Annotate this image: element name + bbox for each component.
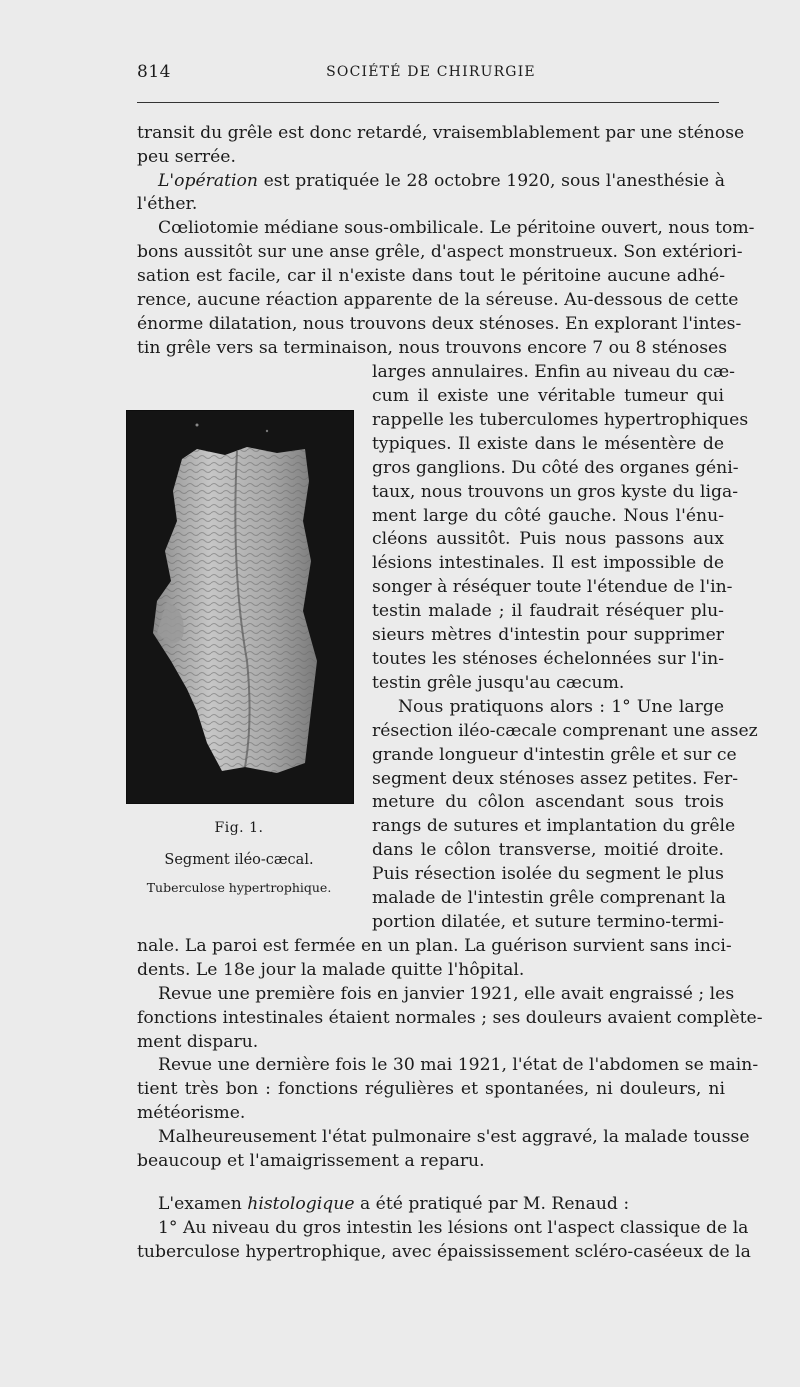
figure-caption: Segment iléo-cæcal. bbox=[164, 852, 314, 868]
text-line: fonctions intestinales étaient normales ; ses douleurs avaient complète- bbox=[137, 1008, 763, 1028]
text-line: dans le côlon transverse, moitié droite. bbox=[372, 840, 724, 860]
text-line: cléons aussitôt. Puis nous passons aux bbox=[372, 529, 724, 549]
text-line: météorisme. bbox=[137, 1103, 246, 1123]
text-line: cum il existe une véritable tumeur qui bbox=[372, 386, 724, 406]
text-line: portion dilatée, et suture termino-termi- bbox=[372, 912, 724, 932]
figure-photo-ileocecal-segment bbox=[126, 410, 354, 804]
text-line: nale. La paroi est fermée en un plan. La guérison survient sans inci- bbox=[137, 936, 732, 956]
text-line: Revue une première fois en janvier 1921, elle avait engraissé ; les bbox=[158, 984, 735, 1004]
text-line: toutes les sténoses échelonnées sur l'in- bbox=[372, 649, 724, 669]
text-line: L'examen histologique a été pratiqué par M. Renaud : bbox=[158, 1194, 630, 1214]
text-line: tuberculose hypertrophique, avec épaississement scléro-caséeux de la bbox=[137, 1242, 751, 1262]
text-line: typiques. Il existe dans le mésentère de bbox=[372, 434, 724, 454]
text-line: sation est facile, car il n'existe dans tout le péritoine aucune adhé- bbox=[137, 266, 725, 286]
text-line: l'éther. bbox=[137, 194, 198, 214]
text-line: gros ganglions. Du côté des organes géni- bbox=[372, 458, 739, 478]
figure-subcaption: Tuberculose hypertrophique. bbox=[146, 880, 332, 895]
text-line: tient très bon : fonctions régulières et spontanées, ni douleurs, ni bbox=[137, 1079, 725, 1099]
text-line: rence, aucune réaction apparente de la séreuse. Au-dessous de cette bbox=[137, 290, 739, 310]
text-line: lésions intestinales. Il est impossible de bbox=[372, 553, 724, 573]
text-line: ment large du côté gauche. Nous l'énu- bbox=[372, 506, 724, 526]
text-line: Revue une dernière fois le 30 mai 1921, l'état de l'abdomen se main- bbox=[158, 1055, 759, 1075]
text-line: transit du grêle est donc retardé, vraisemblablement par une sténose bbox=[137, 123, 745, 143]
text-line: songer à réséquer toute l'étendue de l'in- bbox=[372, 577, 733, 597]
text-line: ment disparu. bbox=[137, 1032, 259, 1052]
running-title: SOCIÉTÉ DE CHIRURGIE bbox=[326, 64, 536, 80]
text-line: taux, nous trouvons un gros kyste du liga- bbox=[372, 482, 739, 502]
text-line: peu serrée. bbox=[137, 147, 236, 167]
text-line: sieurs mètres d'intestin pour supprimer bbox=[372, 625, 724, 645]
text-line: segment deux sténoses assez petites. Fer- bbox=[372, 769, 739, 789]
text-line: larges annulaires. Enfin au niveau du cæ- bbox=[372, 362, 735, 382]
figure-label: Fig. 1. bbox=[214, 820, 264, 836]
text-line: rangs de sutures et implantation du grêle bbox=[372, 816, 736, 836]
text-line: rappelle les tuberculomes hypertrophiques bbox=[372, 410, 749, 430]
text-line: malade de l'intestin grêle comprenant la bbox=[372, 888, 726, 908]
page-number: 814 bbox=[137, 62, 171, 82]
text-line: Nous pratiquons alors : 1° Une large bbox=[398, 697, 724, 717]
text-line: Cœliotomie médiane sous-ombilicale. Le péritoine ouvert, nous tom- bbox=[158, 218, 755, 238]
text-line: testin grêle jusqu'au cæcum. bbox=[372, 673, 625, 693]
text-line: beaucoup et l'amaigrissement a reparu. bbox=[137, 1151, 485, 1171]
text-line: résection iléo-cæcale comprenant une assez bbox=[372, 721, 758, 741]
text-line: Puis résection isolée du segment le plus bbox=[372, 864, 724, 884]
text-line: grande longueur d'intestin grêle et sur ce bbox=[372, 745, 737, 765]
text-line: Malheureusement l'état pulmonaire s'est aggravé, la malade tousse bbox=[158, 1127, 750, 1147]
text-line: bons aussitôt sur une anse grêle, d'aspect monstrueux. Son extériori- bbox=[137, 242, 743, 262]
text-line: L'opération est pratiquée le 28 octobre 1920, sous l'anesthésie à bbox=[158, 171, 725, 191]
italic-operation: L'opération bbox=[158, 171, 258, 191]
text-line: testin malade ; il faudrait réséquer plu- bbox=[372, 601, 724, 621]
header-rule bbox=[137, 102, 719, 103]
text-line: énorme dilatation, nous trouvons deux sténoses. En explorant l'intes- bbox=[137, 314, 742, 334]
text-line: dents. Le 18e jour la malade quitte l'hôpital. bbox=[137, 960, 525, 980]
italic-histologique: histologique bbox=[247, 1194, 355, 1214]
text-line: meture du côlon ascendant sous trois bbox=[372, 792, 724, 812]
page-header bbox=[137, 62, 725, 88]
text-line: tin grêle vers sa terminaison, nous trouvons encore 7 ou 8 sténoses bbox=[137, 338, 728, 358]
text-line: 1° Au niveau du gros intestin les lésions ont l'aspect classique de la bbox=[158, 1218, 749, 1238]
